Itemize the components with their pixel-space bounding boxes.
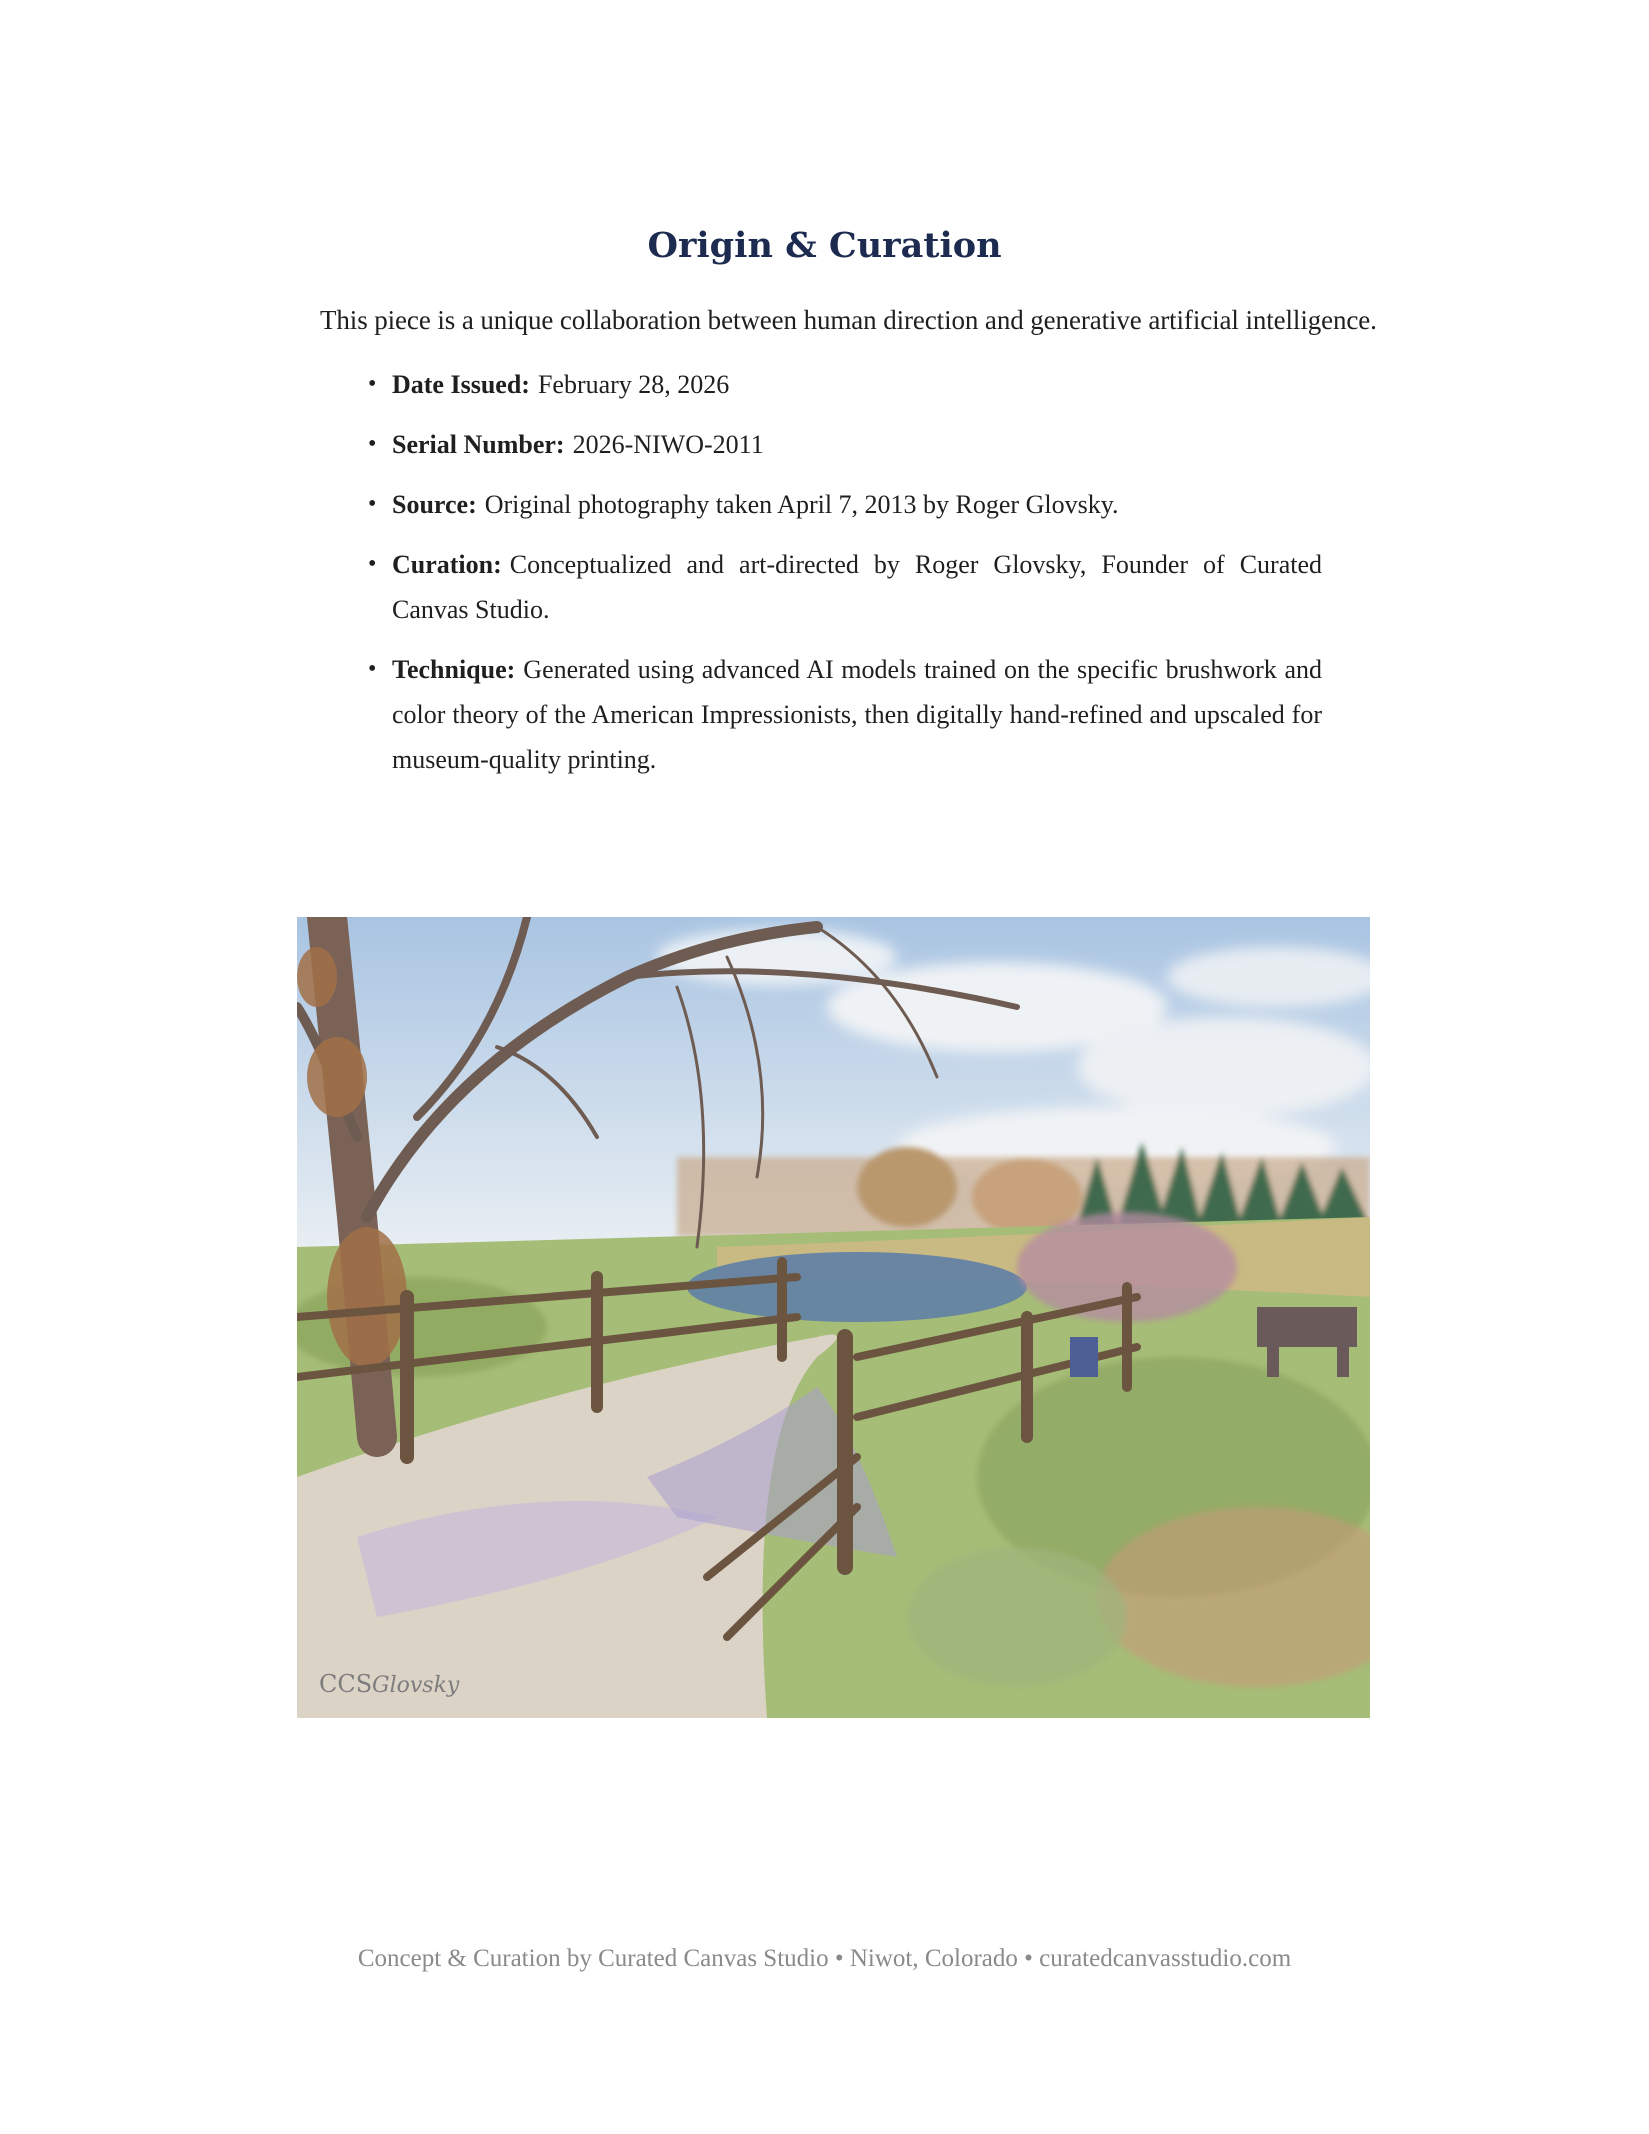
details-list <box>392 362 1322 797</box>
trash-bin <box>1070 1337 1098 1377</box>
detail-label: Curation: <box>392 550 502 579</box>
detail-curation <box>392 542 1322 632</box>
intro-text: This piece is a unique collaboration between human direction and generative artificial intelligence. <box>320 305 1377 335</box>
detail-label: Technique: <box>392 655 516 684</box>
monogram: CCS <box>319 1670 373 1698</box>
detail-technique <box>392 647 1322 782</box>
detail-value: 2026-NIWO-2011 <box>572 430 764 459</box>
detail-label: Serial Number: <box>392 430 565 459</box>
detail-label: Date Issued: <box>392 370 530 399</box>
detail-label: Source: <box>392 490 477 519</box>
watercolor-painting <box>297 917 1370 1718</box>
footer-text: Concept & Curation by Curated Canvas Studio • Niwot, Colorado • curatedcanvasstudio.com <box>357 1945 1292 1972</box>
page-title: Origin & Curation <box>647 225 1002 266</box>
detail-date-issued <box>392 362 1322 407</box>
detail-serial-number <box>392 422 1322 467</box>
pond <box>687 1252 1027 1322</box>
detail-value: Original photography taken April 7, 2013 by Roger Glovsky. <box>484 490 1119 519</box>
detail-value: Generated using advanced AI models trained on the specific brushwork and color theory of the American Impressionists, then digitally hand-refined and upscaled for museum-quality printing. <box>392 655 1322 774</box>
artist-signature: Glovsky <box>372 1673 460 1698</box>
detail-value: February 28, 2026 <box>537 370 730 399</box>
detail-source <box>392 482 1322 527</box>
detail-value: Conceptualized and art-directed by Roger Glovsky, Founder of Curated Canvas Studio. <box>392 550 1322 624</box>
